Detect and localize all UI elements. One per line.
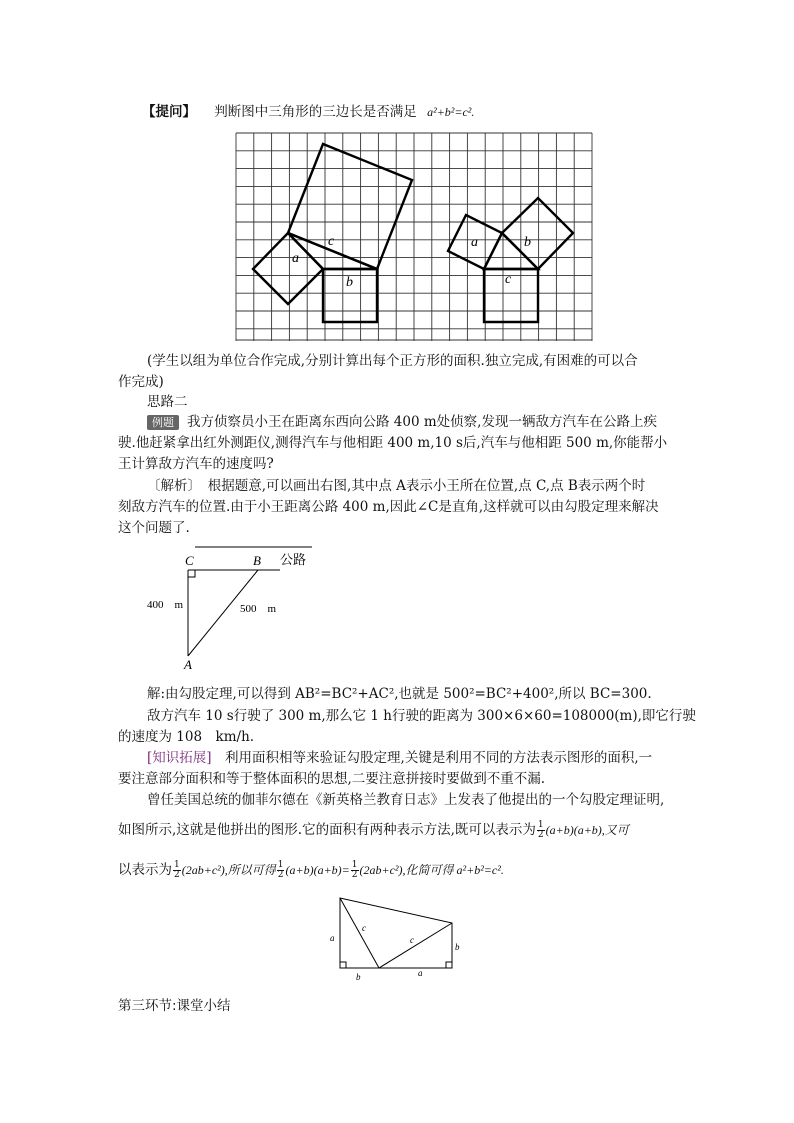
garfield-line3-text-d: (2ab+c²),化简可得 a²+b²=c². (359, 863, 504, 877)
trap-label-c-right: c (410, 935, 414, 945)
analysis-line3: 这个问题了. (118, 520, 190, 536)
trap-label-a-bottom: a (418, 968, 423, 978)
garfield-line1: 曾任美国总统的伽菲尔德在《新英格兰教育日志》上发表了他提出的一个勾股定理证明, (147, 792, 665, 808)
garfield-line3 (118, 858, 504, 880)
road-point-b: B (253, 553, 261, 568)
fraction-num: 1 (174, 860, 180, 870)
fraction-den: 2 (537, 830, 544, 840)
section3-heading: 第三环节:课堂小结 (118, 998, 231, 1014)
example-badge: 例题 (147, 415, 179, 430)
trap-label-b-bottom: b (356, 972, 361, 982)
approach-heading: 思路二 (147, 394, 188, 410)
garfield-line3-text-a: 以表示为 (118, 862, 172, 878)
garfield-line2-expr: (a+b)(a+b),又可 (545, 823, 629, 837)
fraction-den: 2 (174, 870, 180, 880)
example-line2: 驶.他赶紧拿出红外测距仪,测得汽车与他相距 400 m,10 s后,汽车与他相距 500 m,你能帮小 (118, 435, 668, 451)
grid-label-b2: b (524, 235, 531, 250)
garfield-line2 (118, 818, 629, 840)
knowledge-text1: 利用面积相等来验证勾股定理,关键是利用不同的方法表示图形的面积,一 (211, 750, 653, 766)
trap-label-a-left: a (330, 933, 335, 943)
knowledge-line2: 要注意部分面积和等于整体面积的思想,二要注意拼接时要做到不重不漏. (118, 771, 546, 787)
side-ab-label: 500 m (240, 603, 277, 615)
analysis-line2: 刻敌方汽车的位置.由于小王距离公路 400 m,因此∠C是直角,这样就可以由勾股定理来解决 (118, 499, 659, 515)
fraction-num: 1 (537, 820, 544, 830)
fraction-half (277, 861, 285, 880)
student-note-line2: 作完成) (118, 374, 164, 390)
example-text1: 我方侦察员小王在距离东西向公路 400 m处侦察,发现一辆敌方汽车在公路上疾 (187, 414, 657, 430)
knowledge-label: [知识拓展] (147, 750, 212, 766)
grid-label-b1: b (346, 275, 353, 290)
analysis-line1: 〔解析〕 根据题意,可以画出右图,其中点 A表示小王所在位置,点 C,点 B表示两个时 (147, 478, 646, 494)
fraction-half (173, 861, 181, 880)
grid-label-c1: c (328, 234, 335, 249)
solution-line2: 敌方汽车 10 s行驶了 300 m,那么它 1 h行驶的距离为 300×6×60=108000(m),即它行驶 (147, 708, 696, 724)
solution-line3: 的速度为 108 km/h. (118, 729, 255, 745)
example-line1 (147, 410, 657, 430)
grid-label-c2: c (505, 272, 512, 287)
fraction-den: 2 (351, 870, 358, 880)
road-label: 公路 (280, 553, 307, 568)
question-formula: a²+b²=c². (427, 105, 475, 119)
square-c-left (288, 144, 412, 269)
road-figure (140, 540, 315, 672)
question-label: 【提问】 (142, 104, 196, 120)
square-b-right (502, 198, 573, 269)
road-point-a: A (184, 657, 192, 672)
road-point-c: C (185, 553, 194, 568)
fraction-num: 1 (277, 860, 284, 870)
example-line3: 王计算敌方汽车的速度吗? (118, 456, 274, 472)
trap-label-b-right: b (455, 942, 460, 952)
grid-label-a2: a (471, 235, 478, 250)
garfield-line2-text: 如图所示,这就是他拼出的图形.它的面积有两种表示方法,既可以表示为 (118, 822, 536, 838)
question-text: 判断图中三角形的三边长是否满足 (214, 104, 417, 120)
trap-label-c-left: c (362, 923, 366, 933)
fraction-den: 2 (277, 870, 284, 880)
question-line (142, 100, 474, 120)
garfield-line3-text-c: (a+b)(a+b)= (285, 863, 350, 877)
trapezoid-figure (325, 893, 465, 985)
solution-line1: 解:由勾股定理,可以得到 AB²=BC²+AC²,也就是 500²=BC²+400²,所以 BC=300. (147, 686, 652, 702)
side-ca-label: 400 m (147, 599, 184, 611)
fraction-half (537, 821, 545, 840)
fraction-num: 1 (351, 860, 358, 870)
garfield-line3-text-b: (2ab+c²),所以可得 (181, 863, 276, 877)
grid-label-a1: a (292, 251, 299, 266)
student-note-line1: (学生以组为单位合作完成,分别计算出每个正方形的面积.独立完成,有困难的可以合 (147, 353, 638, 369)
fraction-half (351, 861, 359, 880)
knowledge-line1 (147, 746, 652, 766)
pythagoras-grid-figure (235, 132, 595, 342)
